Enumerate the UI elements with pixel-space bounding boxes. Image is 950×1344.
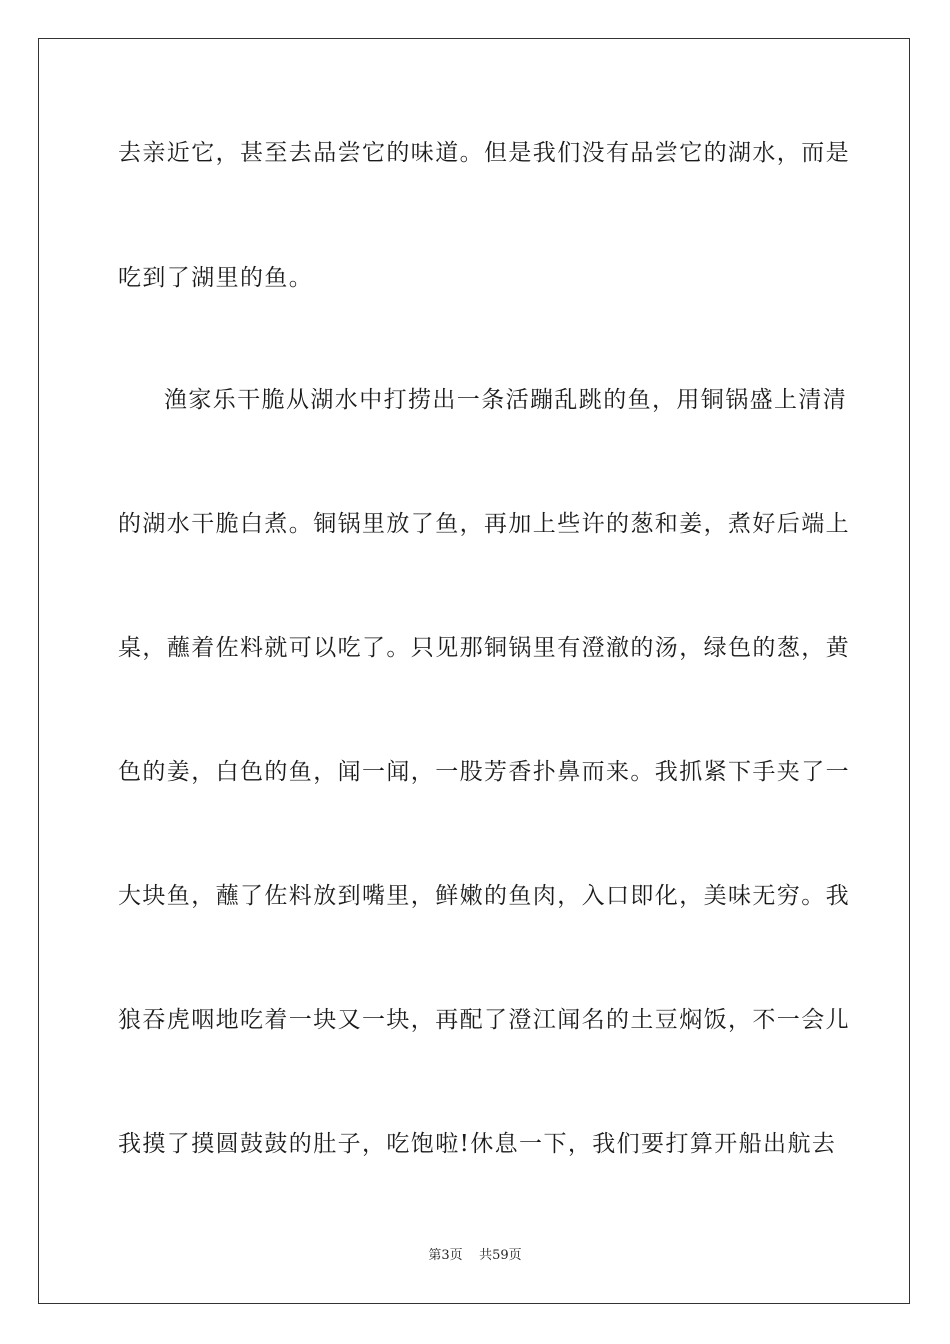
text-line: 吃到了湖里的鱼。 [118,265,314,291]
page-number-footer: 第3页 共59页 [428,1248,522,1263]
text-line: 狼吞虎咽地吃着一块又一块，再配了澄江闻名的土豆焖饭，不一会儿 [118,1007,850,1033]
text-line: 渔家乐干脆从湖水中打捞出一条活蹦乱跳的鱼，用铜锅盛上清清 [164,387,848,413]
text-line: 色的姜，白色的鱼，闻一闻，一股芳香扑鼻而来。我抓紧下手夹了一 [118,759,850,785]
text-line: 的湖水干脆白煮。铜锅里放了鱼，再加上些许的葱和姜，煮好后端上 [118,511,850,537]
text-line: 去亲近它，甚至去品尝它的味道。但是我们没有品尝它的湖水，而是 [118,140,850,166]
text-line: 桌，蘸着佐料就可以吃了。只见那铜锅里有澄澈的汤，绿色的葱，黄 [118,635,850,661]
text-line: 我摸了摸圆鼓鼓的肚子，吃饱啦!休息一下，我们要打算开船出航去 [118,1131,837,1157]
page-border [38,38,910,1304]
text-line: 大块鱼，蘸了佐料放到嘴里，鲜嫩的鱼肉，入口即化，美味无穷。我 [118,883,850,909]
